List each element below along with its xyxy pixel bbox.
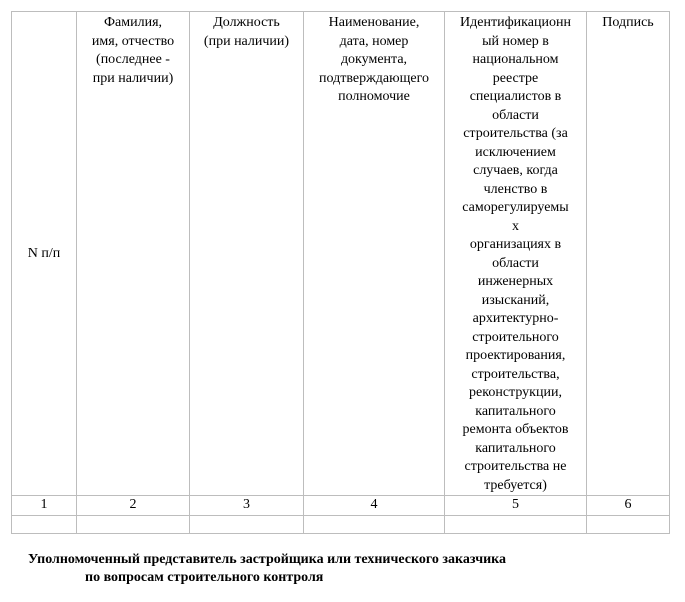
empty-cell[interactable] [12,515,77,533]
header-label-full-name: Фамилия, имя, отчество (последнее - при наличии) [91,15,175,86]
header-cell-position [190,12,304,496]
header-label-position: Должность (при наличии) [203,15,290,49]
column-number-cell: 5 [445,496,587,516]
representatives-table [11,11,670,534]
caption-line-1: Уполномоченный представитель застройщика или технического заказчика [28,552,507,567]
column-number-cell: 4 [304,496,445,516]
header-cell-authority-document [304,12,445,496]
empty-cell[interactable] [304,515,445,533]
header-label-number: N п/п [27,246,61,262]
empty-data-row [12,515,670,533]
column-number-cell: 2 [77,496,190,516]
empty-cell[interactable] [587,515,670,533]
column-number-cell: 3 [190,496,304,516]
header-cell-number [12,12,77,496]
column-number-row [12,496,670,516]
column-number-cell: 1 [12,496,77,516]
header-cell-full-name [77,12,190,496]
empty-cell[interactable] [77,515,190,533]
header-label-registry-id: Идентификационн ый номер в национальном реестре специалистов в области строительства (за исключением случаев, когда членство в саморегулируемы х организациях в области инженерных изысканий, архитектурно- строительного проектирования, строительства, реконструкции, капитального ремонта объектов капитального строительства не требуется) [460,15,571,493]
empty-cell[interactable] [445,515,587,533]
empty-cell[interactable] [190,515,304,533]
header-label-signature: Подпись [602,15,654,30]
table-header-row [12,12,670,496]
header-cell-registry-id [445,12,587,496]
column-number-cell: 6 [587,496,670,516]
header-label-authority-document: Наименование, дата, номер документа, подтверждающего полномочие [319,15,429,104]
header-cell-signature [587,12,670,496]
caption-line-2: по вопросам строительного контроля [85,570,324,585]
